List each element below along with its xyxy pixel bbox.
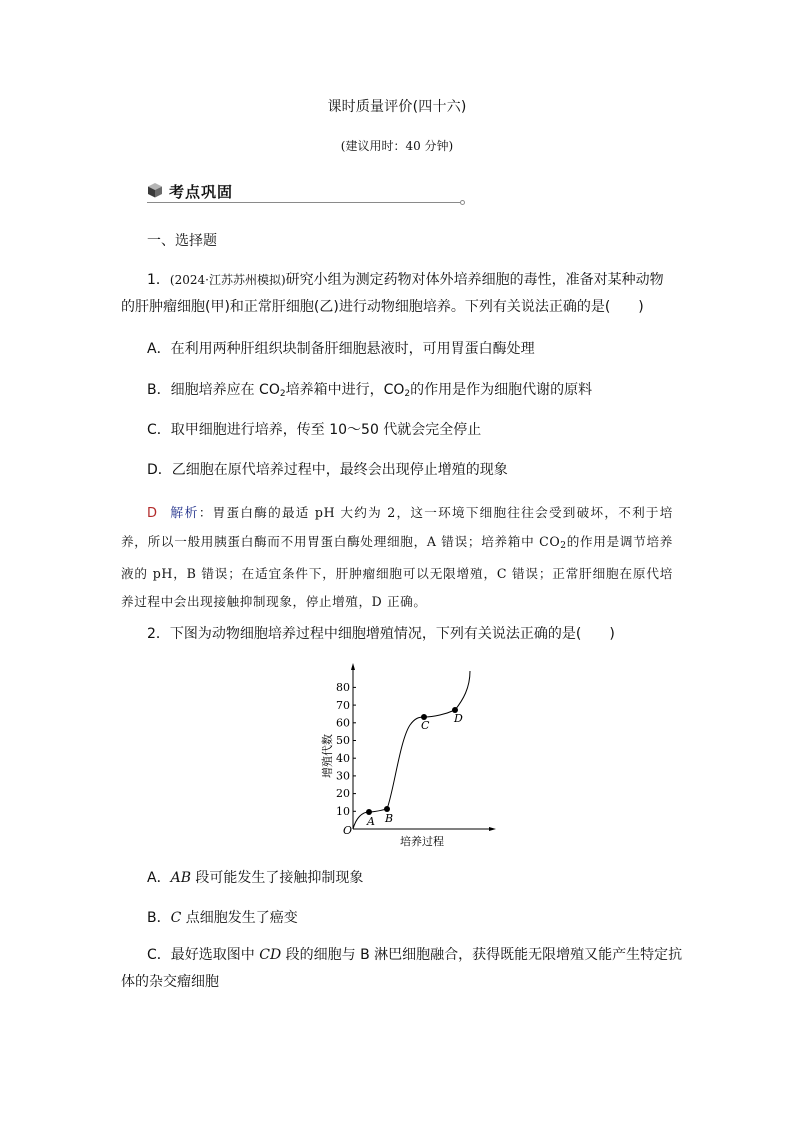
- option-letter: D．: [147, 462, 172, 478]
- option-letter: A．: [147, 341, 171, 357]
- y-tick-label: 80: [336, 681, 350, 694]
- option-text: 细胞培养应在 CO: [170, 382, 280, 398]
- chart-svg: [300, 660, 520, 855]
- q1-option-d[interactable]: [147, 460, 699, 480]
- page-title: 课时质量评价(四十六): [327, 99, 467, 115]
- y-tick-label: 60: [336, 716, 350, 730]
- option-letter: B．: [147, 910, 171, 926]
- part-heading: 一、选择题: [147, 233, 217, 249]
- section-title: 考点巩固: [169, 183, 234, 201]
- x-axis-arrow-icon: [489, 827, 496, 831]
- q2-option-b[interactable]: [147, 908, 699, 928]
- y-tick-label: 10: [336, 805, 350, 818]
- question-2-stem: [147, 624, 699, 644]
- option-text: 在利用两种肝组织块制备肝细胞悬液时，可用胃蛋白酶处理: [170, 341, 535, 357]
- point-c-label: C: [421, 719, 430, 732]
- option-text: 最好选取图中: [170, 947, 260, 963]
- question-number: 2．: [147, 626, 170, 642]
- option-letter: B．: [147, 382, 171, 398]
- q2-option-a[interactable]: [147, 868, 699, 888]
- q1-option-c[interactable]: [147, 420, 699, 440]
- option-letter: C．: [147, 422, 171, 438]
- origin-label: O: [343, 824, 353, 837]
- section-header: [147, 181, 233, 202]
- point-a-label: A: [367, 815, 375, 828]
- cell-proliferation-chart: [300, 660, 520, 855]
- stem-text-line2: 的肝肿瘤细胞(甲)和正常肝细胞(乙)进行动物细胞培养。下列有关说法正确的是( ): [121, 299, 644, 315]
- option-letter: A．: [147, 870, 171, 886]
- stem-text: 研究小组为测定药物对体外培养细胞的毒性，准备对某种动物: [285, 272, 664, 288]
- analysis-text: 的作用是调节培养液的 pH，B 错误；在适宜条件下，肝肿瘤细胞可以无限增殖，C 错误；正常肝细胞在原代培养过程中会出现接触抑制现象，停止增殖，D 正确。: [121, 533, 673, 609]
- option-text: 段可能发生了接触抑制现象: [190, 870, 364, 886]
- analysis-label: 解析: [169, 506, 199, 521]
- option-text: 乙细胞在原代培养过程中，最终会出现停止增殖的现象: [171, 462, 508, 478]
- q1-option-a[interactable]: [147, 339, 699, 359]
- q1-option-b[interactable]: [147, 380, 699, 404]
- y-tick-label: 70: [336, 699, 350, 712]
- question-1-stem: [121, 267, 673, 321]
- subscript: 2: [560, 540, 567, 551]
- y-tick-label: 30: [336, 769, 350, 783]
- subscript: 2: [404, 389, 411, 399]
- point-label: C: [170, 910, 182, 926]
- stem-text: 下图为动物细胞培养过程中细胞增殖情况，下列有关说法正确的是( ): [169, 626, 615, 642]
- x-axis-label: 培养过程: [400, 835, 444, 848]
- q1-solution: [121, 499, 673, 615]
- option-text: 培养箱中进行，CO: [285, 382, 405, 398]
- y-axis-label: 增殖代数: [321, 734, 334, 778]
- y-tick-label: 50: [336, 734, 350, 747]
- suggested-time: (建议用时：40 分钟): [340, 139, 454, 153]
- q2-option-c[interactable]: [121, 942, 683, 996]
- segment-label: CD: [259, 947, 282, 963]
- y-tick-label: 20: [336, 787, 350, 800]
- question-source: (2024·江苏苏州模拟): [169, 273, 286, 287]
- option-text-continued: 体的杂交瘤细胞: [121, 974, 219, 990]
- option-text: 段的细胞与 B 淋巴细胞融合，获得既能无限增殖又能产生特定抗: [281, 947, 683, 963]
- option-letter: C．: [147, 947, 171, 963]
- growth-curve: [353, 671, 470, 829]
- subscript: 2: [279, 389, 286, 399]
- segment-label: AB: [170, 870, 191, 886]
- section-divider: [147, 202, 461, 203]
- y-axis-arrow-icon: [351, 663, 355, 670]
- analysis-text: ：胃蛋白酶的最适 pH 大约为 2，这一环境下细胞往往会受到破坏，不利于培养，所以一般用胰蛋白酶而不用胃蛋白酶处理细胞，A 错误；培养箱中 CO: [121, 505, 673, 549]
- y-tick-label: 40: [336, 752, 350, 765]
- divider-end-dot: [460, 200, 465, 205]
- option-text: 点细胞发生了癌变: [181, 910, 298, 926]
- option-text: 取甲细胞进行培养，传至 10～50 代就会完全停止: [170, 422, 482, 438]
- cube-icon: [147, 182, 163, 202]
- point-b-label: B: [385, 812, 394, 825]
- option-text: 的作用是作为细胞代谢的原料: [410, 382, 593, 398]
- answer-letter: D: [147, 506, 158, 521]
- question-number: 1．: [147, 272, 170, 288]
- point-d-label: D: [454, 712, 463, 725]
